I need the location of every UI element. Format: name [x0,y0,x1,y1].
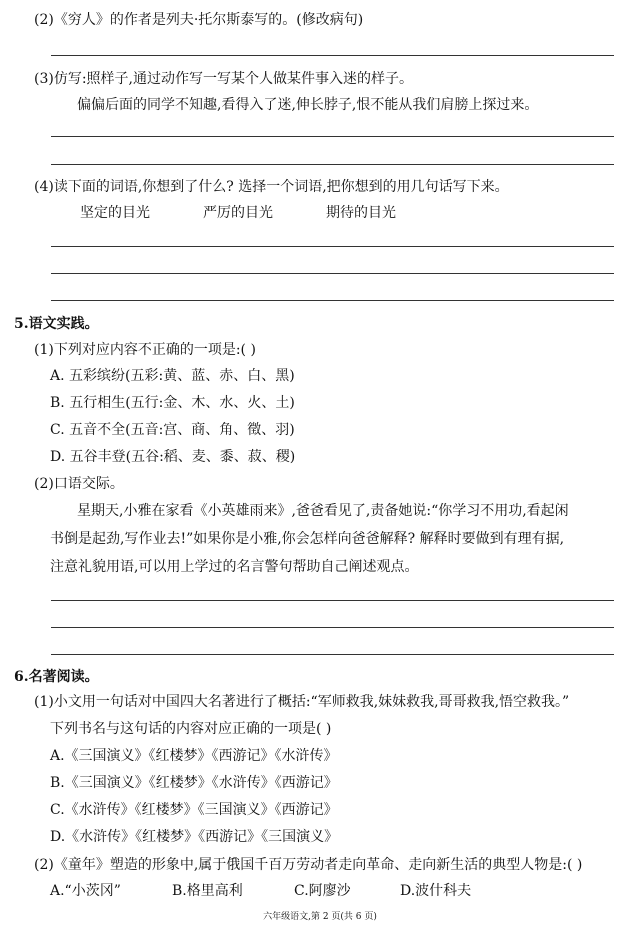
q5-option-a: A. 五彩缤纷(五彩:黄、蓝、赤、白、黑) [50,368,295,384]
q6-item-2-option-b: B.格里高利 [172,883,243,899]
q5-passage-line-2: 书倒是起劲,写作业去!”如果你是小雅,你会怎样向爸爸解释? 解释时要做到有理有据, [50,531,565,547]
q5-option-c: C. 五音不全(五音:宫、商、角、徵、羽) [50,422,295,438]
answer-line[interactable] [51,55,614,56]
q4-word-1: 坚定的目光 [80,205,150,221]
q6-option-d: D.《水浒传》《红楼梦》《西游记》《三国演义》 [50,829,339,845]
q6-item-2-option-c: C.阿廖沙 [294,883,351,899]
q5-title: 5.语文实践。 [14,316,99,332]
answer-line[interactable] [51,246,614,247]
q4-item-3: (3)仿写:照样子,通过动作写一写某个人做某件事入迷的样子。 [34,71,413,87]
q4-word-3: 期待的目光 [326,205,396,221]
q4-item-3-example: 偏偏后面的同学不知趣,看得入了迷,伸长脖子,恨不能从我们肩膀上探过来。 [77,97,539,113]
q6-item-2: (2)《童年》塑造的形象中,属于俄国千百万劳动者走向革命、走向新生活的典型人物是:( ) [34,857,583,873]
q4-item-4: (4)读下面的词语,你想到了什么? 选择一个词语,把你想到的用几句话写下来。 [34,179,509,195]
q6-item-1-line-1: (1)小文用一句话对中国四大名著进行了概括:“军师救我,妹妹救我,哥哥救我,悟空救我。” [34,694,570,710]
q5-option-b: B. 五行相生(五行:金、木、水、火、土) [50,395,295,411]
answer-line[interactable] [51,136,614,137]
answer-line[interactable] [51,273,614,274]
answer-line[interactable] [51,627,614,628]
q6-title: 6.名著阅读。 [14,669,99,685]
q5-passage-line-1: 星期天,小雅在家看《小英雄雨来》,爸爸看见了,责备她说:“你学习不用功,看起闲 [77,503,569,519]
q5-passage-line-3: 注意礼貌用语,可以用上学过的名言警句帮助自己阐述观点。 [50,559,419,575]
q6-option-b: B.《三国演义》《红楼梦》《水浒传》《西游记》 [50,775,338,791]
q4-item-2: (2)《穷人》的作者是列夫·托尔斯泰写的。(修改病句) [34,12,364,28]
q6-item-2-option-a: A.“小茨冈” [50,883,121,899]
answer-line[interactable] [51,600,614,601]
q6-option-a: A.《三国演义》《红楼梦》《西游记》《水浒传》 [50,748,338,764]
q4-word-2: 严厉的目光 [203,205,273,221]
q6-item-1-line-2: 下列书名与这句话的内容对应正确的一项是( ) [50,721,332,737]
q5-item-2: (2)口语交际。 [34,476,124,492]
q6-item-2-option-d: D.波什科夫 [400,883,472,899]
q5-option-d: D. 五谷丰登(五谷:稻、麦、黍、菽、稷) [50,449,296,465]
q6-option-c: C.《水浒传》《红楼梦》《三国演义》《西游记》 [50,802,338,818]
answer-line[interactable] [51,300,614,301]
answer-line[interactable] [51,164,614,165]
page-footer: 六年级语文,第 2 页(共 6 页) [263,912,377,922]
q5-item-1: (1)下列对应内容不正确的一项是:( ) [34,342,256,358]
answer-line[interactable] [51,654,614,655]
